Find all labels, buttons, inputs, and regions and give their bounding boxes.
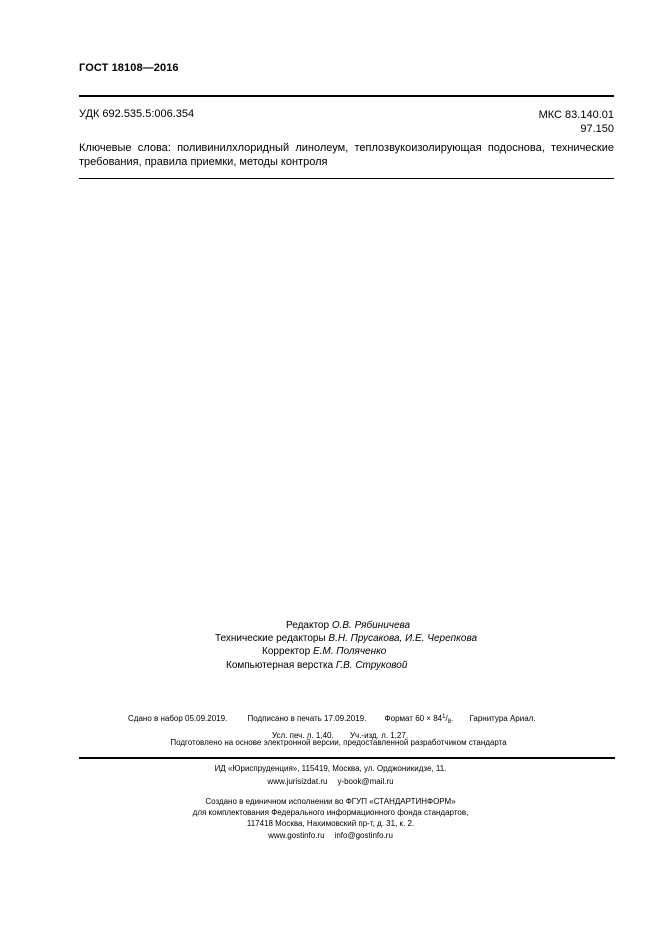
credit-tech-editors — [215, 632, 661, 645]
credits-block — [0, 619, 661, 672]
mks-line-1: МКС 83.140.01 — [538, 109, 614, 121]
prepared-note: Подготовлено на основе электронной версии, предоставленной разработчиком стандарта — [170, 738, 507, 747]
mks-codes — [539, 108, 614, 136]
print-sheets: Усл. печ. л. 1,40. — [272, 731, 334, 740]
credit-layout — [226, 659, 661, 672]
printer-contacts — [0, 830, 661, 841]
publication-sheets: Уч.-изд. л. 1,27. — [349, 731, 409, 740]
typeface: Гарнитура Ариал. — [469, 714, 536, 723]
document-code: ГОСТ 18108—2016 — [79, 62, 179, 74]
credit-person: Е.М. Поляченко — [312, 646, 387, 658]
printer-email-link[interactable]: info@gostinfo.ru — [334, 830, 393, 840]
credit-person: Г.В. Струковой — [335, 659, 408, 671]
publisher-block — [0, 763, 661, 788]
imprint-divider — [79, 757, 615, 759]
printer-block — [0, 796, 661, 841]
credit-role: Компьютерная верстка — [226, 659, 336, 671]
print-info-row-1 — [128, 710, 661, 729]
credit-person: О.В. Рябиничева — [331, 620, 411, 631]
top-divider — [79, 95, 614, 97]
publisher-site-link[interactable]: www.jurisizdat.ru — [267, 776, 328, 786]
publisher-contacts — [0, 776, 661, 789]
submitted-date: Сдано в набор 05.09.2019. — [128, 714, 228, 723]
paper-format: Формат 60 × 841/8. — [384, 714, 454, 725]
keywords-paragraph: Ключевые слова: поливинилхлоридный линолеум, теплозвукоизолирующая подоснова, технические требования, правила приемки, методы контроля — [79, 142, 614, 168]
credit-role: Редактор — [286, 620, 332, 631]
printer-site-link[interactable]: www.gostinfo.ru — [268, 830, 325, 840]
udk-code: УДК 692.535.5:006.354 — [79, 108, 195, 120]
printer-address: 117418 Москва, Нахимовский пр-т, д. 31, к. 2. — [246, 819, 415, 829]
credit-person: В.Н. Прусакова, И.Е. Черепкова — [328, 633, 478, 645]
credit-role: Корректор — [262, 646, 313, 658]
credit-corrector — [262, 645, 661, 658]
printer-line-1: Создано в единичном исполнении во ФГУП «СТАНДАРТИНФОРМ» — [205, 797, 456, 806]
credit-editor — [286, 619, 661, 632]
credit-role: Технические редакторы — [215, 633, 329, 645]
printer-line-2: для комплектования Федерального информационного фонда стандартов, — [192, 808, 469, 818]
signed-date: Подписано в печать 17.09.2019. — [247, 714, 367, 723]
mks-line-2: 97.150 — [580, 123, 614, 135]
publisher-email-link[interactable]: y-book@mail.ru — [337, 776, 394, 786]
publisher-address: ИД «Юриспруденция», 115419, Москва, ул. Орджоникидзе, 11. — [214, 764, 447, 773]
keywords-divider — [79, 178, 614, 179]
